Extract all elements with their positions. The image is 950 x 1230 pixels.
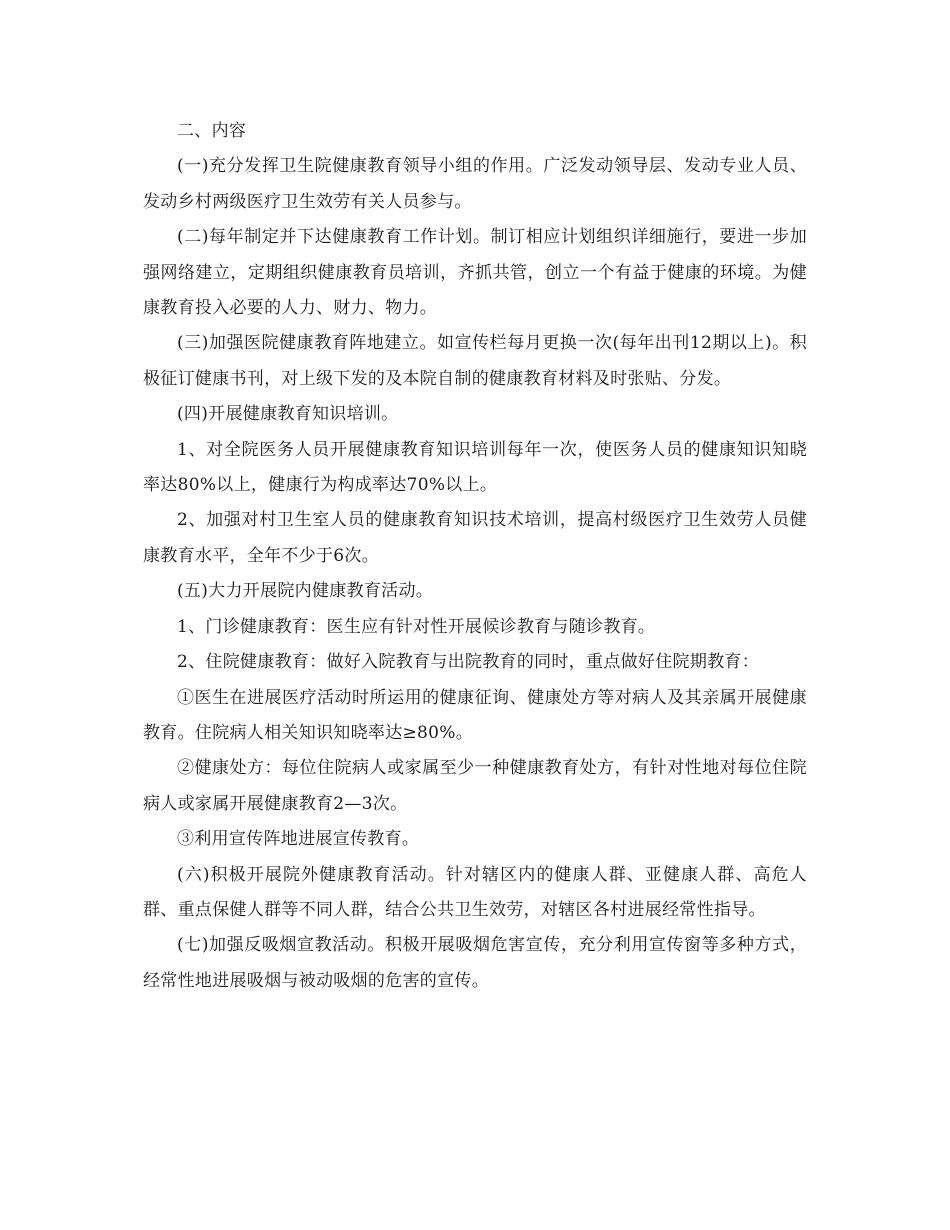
paragraph-subitem-5-1: 1、门诊健康教育：医生应有针对性开展候诊教育与随诊教育。	[177, 616, 656, 637]
paragraph-subitem-4-1: 1、对全院医务人员开展健康教育知识培训每年一次，使医务人员的健康知识知晓率达80%以上，健康行为构成率达70%以上。	[143, 439, 807, 496]
paragraph-item-3: (三)加强医院健康教育阵地建立。如宣传栏每月更换一次(每年出刊12期以上)。积极征订健康书刊，对上级下发的及本院自制的健康教育材料及时张贴、分发。	[143, 333, 807, 389]
paragraph-subitem-5-2: 2、住院健康教育：做好入院教育与出院教育的同时，重点做好住院期教育：	[177, 652, 760, 673]
paragraph-item-1: (一)充分发挥卫生院健康教育领导小组的作用。广泛发动领导层、发动专业人员、发动乡村两级医疗卫生效劳有关人员参与。	[143, 156, 807, 212]
paragraph-circled-2: ②健康处方：每位住院病人或家属至少一种健康教育处方，有针对性地对每位住院病人或家属开展健康教育2—3次。	[143, 758, 807, 814]
paragraph-item-6: (六)积极开展院外健康教育活动。针对辖区内的健康人群、亚健康人群、高危人群、重点保健人群等不同人群，结合公共卫生效劳，对辖区各村进展经常性指导。	[143, 864, 807, 920]
paragraph-circled-1: ①医生在进展医疗活动时所运用的健康征询、健康处方等对病人及其亲属开展健康教育。住院病人相关知识知晓率达≥80%。	[143, 687, 807, 743]
paragraph-item-2: (二)每年制定并下达健康教育工作计划。制订相应计划组织详细施行，要进一步加强网络建立，定期组织健康教育员培训，齐抓共管，创立一个有益于健康的环境。为健康教育投入必要的人力、财力、物力。	[143, 227, 807, 319]
paragraph-circled-3: ③利用宣传阵地进展宣传教育。	[177, 829, 420, 850]
paragraph-subitem-4-2: 2、加强对村卫生室人员的健康教育知识技术培训，提高村级医疗卫生效劳人员健康教育水平，全年不少于6次。	[143, 510, 807, 566]
paragraph-item-5: (五)大力开展院内健康教育活动。	[177, 581, 434, 602]
document-page	[143, 114, 807, 999]
paragraph-item-4: (四)开展健康教育知识培训。	[177, 404, 399, 425]
section-heading: 二、内容	[177, 121, 247, 141]
paragraph-item-7: (七)加强反吸烟宣教活动。积极开展吸烟危害宣传，充分利用宣传窗等多种方式，经常性地进展吸烟与被动吸烟的危害的宣传。	[143, 935, 807, 991]
